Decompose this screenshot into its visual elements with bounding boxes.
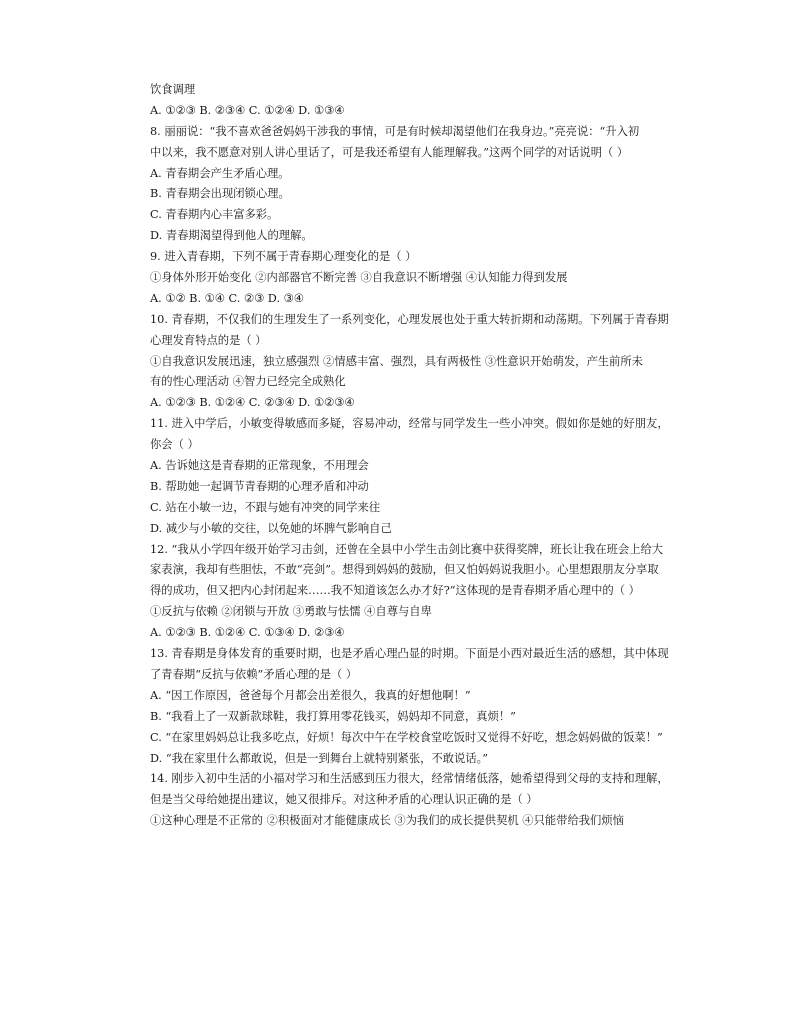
question-14-text: 但是当父母给她提出建议，她又很排斥。对这种矛盾的心理认识正确的是（ ） bbox=[150, 793, 538, 807]
option-a: A. “因工作原因，爸爸每个月都会出差很久，我真的好想他啊！” bbox=[150, 688, 471, 702]
question-11-text: 11. 进入中学后，小敏变得敏感而多疑，容易冲动，经常与同学发生一些小冲突。假如你是她的好朋友， bbox=[150, 417, 669, 431]
statement-list: ①自我意识发展迅速，独立感强烈 ②情感丰富、强烈，具有两极性 ③性意识开始萌发，产生前所未 bbox=[150, 354, 643, 368]
statement-list: ①反抗与依赖 ②闭锁与开放 ③勇敢与怯懦 ④自尊与自卑 bbox=[150, 605, 432, 619]
statement-list: 有的性心理活动 ④智力已经完全成熟化 bbox=[150, 375, 346, 389]
answer-options: A. ①②③ B. ①②④ C. ①③④ D. ②③④ bbox=[150, 626, 345, 640]
option-c: C. “在家里妈妈总让我多吃点，好烦！每次中午在学校食堂吃饭时又觉得不好吃，想念妈妈做的饭菜！” bbox=[150, 730, 663, 744]
statement-list: ①这种心理是不正常的 ②积极面对才能健康成长 ③为我们的成长提供契机 ④只能带给我们烦恼 bbox=[150, 814, 624, 828]
option-a: A. 告诉她这是青春期的正常现象，不用理会 bbox=[150, 459, 369, 473]
answer-options: A. ①② B. ①④ C. ②③ D. ③④ bbox=[150, 291, 304, 305]
question-10-text: 10. 青春期，不仅我们的生理发生了一系列变化，心理发展也处于重大转折期和动荡期。下列属于青春期 bbox=[150, 312, 669, 326]
question-14-text: 14. 刚步入初中生活的小福对学习和生活感到压力很大，经常情绪低落，她希望得到父母的支持和理解， bbox=[150, 772, 669, 786]
option-c: C. 站在小敏一边，不跟与她有冲突的同学来往 bbox=[150, 500, 381, 514]
answer-options: A. ①②③ B. ②③④ C. ①②④ D. ①③④ bbox=[150, 103, 345, 117]
option-d: D. 青春期渴望得到他人的理解。 bbox=[150, 229, 313, 243]
option-a: A. 青春期会产生矛盾心理。 bbox=[150, 166, 290, 180]
question-11-text: 你会（ ） bbox=[150, 438, 199, 452]
question-13-text: 13. 青春期是身体发育的重要时期，也是矛盾心理凸显的时期。下面是小西对最近生活的感想，其中体现 bbox=[150, 647, 669, 661]
option-b: B. 青春期会出现闭锁心理。 bbox=[150, 187, 290, 201]
question-8-text: 8. 丽丽说：“我不喜欢爸爸妈妈干涉我的事情，可是有时候却渴望他们在我身边。”亮亮说：“升入初 bbox=[150, 124, 640, 138]
question-12-text: 家表演，我却有些胆怯，不敢“亮剑”。想得到妈妈的鼓励，但又怕妈妈说我胆小。心里想跟朋友分享取 bbox=[150, 563, 659, 577]
question-12-text: 得的成功，但又把内心封闭起来……我不知道该怎么办才好?”这体现的是青春期矛盾心理中的（ ） bbox=[150, 584, 640, 598]
answer-options: A. ①②③ B. ①②④ C. ②③④ D. ①②③④ bbox=[150, 396, 355, 410]
option-d: D. “我在家里什么都敢说，但是一到舞台上就特别紧张，不敢说话。” bbox=[150, 751, 489, 765]
question-10-text: 心理发育特点的是（ ） bbox=[150, 333, 267, 347]
option-c: C. 青春期内心丰富多彩。 bbox=[150, 208, 279, 222]
option-b: B. “我看上了一双新款球鞋，我打算用零花钱买，妈妈却不同意，真烦！” bbox=[150, 709, 516, 723]
question-12-text: 12. “我从小学四年级开始学习击剑，还曾在全县中小学生击剑比赛中获得奖牌，班长让我在班会上给大 bbox=[150, 542, 664, 556]
statement-list: ①身体外形开始变化 ②内部器官不断完善 ③自我意识不断增强 ④认知能力得到发展 bbox=[150, 271, 568, 285]
option-d: D. 减少与小敏的交往，以免她的坏脾气影响自己 bbox=[150, 521, 392, 535]
text-line: 饮食调理 bbox=[150, 83, 196, 96]
question-13-text: 了青春期“反抗与依赖”矛盾心理的是（ ） bbox=[150, 667, 358, 681]
document-body bbox=[150, 80, 670, 832]
question-9-text: 9. 进入青春期，下列不属于青春期心理变化的是（ ） bbox=[150, 250, 417, 264]
question-8-text: 中以来，我不愿意对别人讲心里话了，可是我还希望有人能理解我。”这两个同学的对话说明（ ） bbox=[150, 145, 629, 159]
option-b: B. 帮助她一起调节青春期的心理矛盾和冲动 bbox=[150, 479, 369, 493]
